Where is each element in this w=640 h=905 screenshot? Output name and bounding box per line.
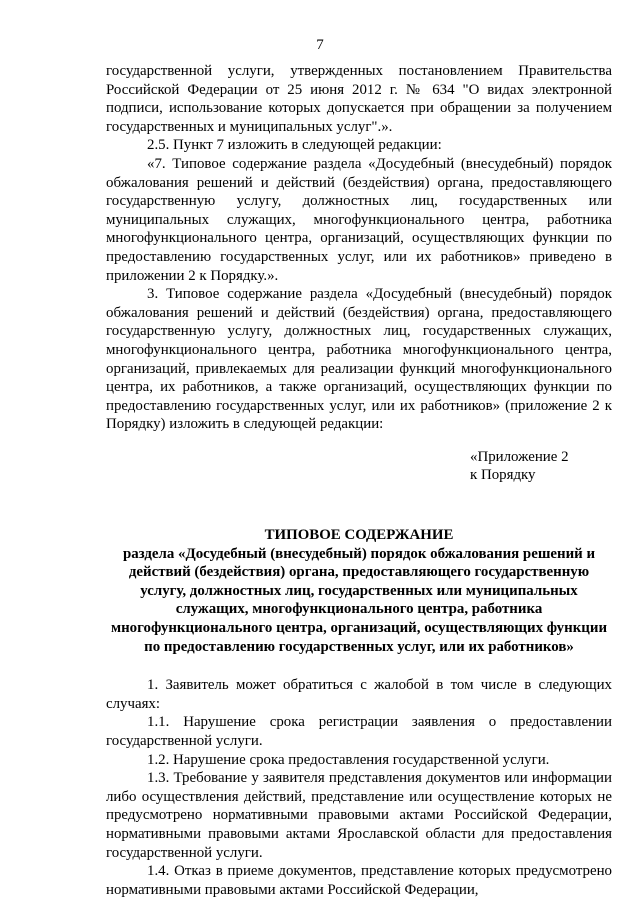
paragraph-continuation: государственной услуги, утвержденных постановлением Правительства Российской Федерации от 25 июня 2012 г. № 634 "О видах электронной подписи, использование которых допускается при обращении за получением государственных и муниципальных услуг".».: [106, 63, 612, 135]
page-number: 7: [316, 37, 324, 53]
section-title: ТИПОВОЕ СОДЕРЖАНИЕ: [264, 527, 454, 544]
paragraph-clause-1-4: 1.4. Отказ в приеме документов, представление которых предусмотрено нормативными правовыми актами Российской Федерации,: [106, 863, 612, 898]
paragraph-clause-1-3: 1.3. Требование у заявителя представления документов или информации либо осуществления действий, представление или осуществление которых не предусмотрено нормативными правовыми актами Российской Федерации, нормативными правовыми актами Ярославской области для предоставления государственной услуги.: [106, 770, 612, 861]
paragraph-clause-1: 1. Заявитель может обратиться с жалобой в том числе в следующих случаях:: [106, 677, 612, 712]
paragraph-clause-1-2: 1.2. Нарушение срока предоставления государственной услуги.: [147, 751, 550, 768]
appendix-line-1: «Приложение 2: [470, 448, 569, 465]
paragraph-item-3: 3. Типовое содержание раздела «Досудебный (внесудебный) порядок обжалования решений и действий (бездействия) органа, предоставляющего государственную услугу, должностных лиц, государственных служащих, многофункционального центра, работника многофункционального центра, организаций, привлекаемых для реализации функций многофункционального центра, их работников, а также организаций, осуществляющих функции по предоставлению государственных услуг, или их работников» (приложение 2 к Порядку) изложить в следующей редакции:: [106, 286, 612, 433]
section-subtitle: раздела «Досудебный (внесудебный) порядок обжалования решений и действий (бездействия) органа, предоставляющего государственную услугу, должностных лиц, государственных или муниципальных служащих, многофункционального центра, работника многофункционального центра, организаций, осуществляющих функции по предоставлению государственных услуг, или их работников»: [110, 545, 608, 655]
document-body: [106, 62, 612, 899]
paragraph-item-7: «7. Типовое содержание раздела «Досудебный (внесудебный) порядок обжалования решений и действий (бездействия) органа, предоставляющего государственную услугу, должностных лиц, государственных или муниципальных служащих, многофункционального центра, работника многофункционального центра, организаций, осуществляющих функции по предоставлению государственных услуг, или их работников» приведено в приложении 2 к Порядку.».: [106, 155, 612, 284]
paragraph-item-2-5: 2.5. Пункт 7 изложить в следующей редакции:: [147, 137, 442, 154]
paragraph-clause-1-1: 1.1. Нарушение срока регистрации заявления о предоставлении государственной услуги.: [106, 714, 612, 749]
appendix-line-2: к Порядку: [470, 467, 536, 484]
